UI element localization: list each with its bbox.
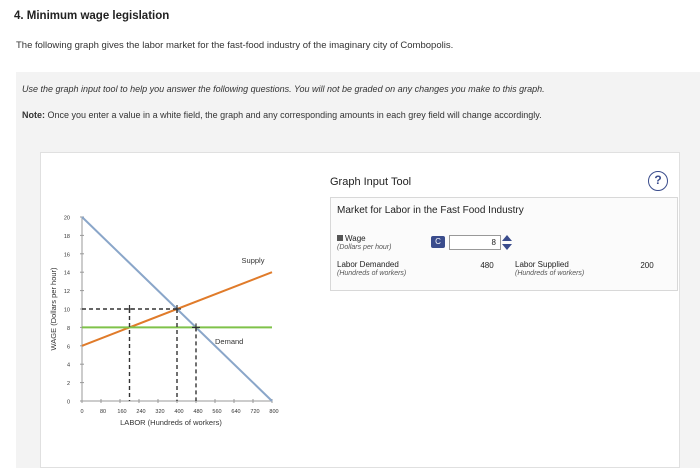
x-axis-label: LABOR (Hundreds of workers) xyxy=(120,418,222,427)
x-tick-label: 0 xyxy=(80,409,84,415)
y-tick-label: 14 xyxy=(63,270,70,277)
drag-handle-icon xyxy=(337,235,343,241)
labor-demanded-unit: (Hundreds of workers) xyxy=(337,270,407,277)
note-label: Note: xyxy=(22,110,45,120)
note-text xyxy=(22,110,542,120)
x-tick-label: 400 xyxy=(174,409,184,415)
labor-demanded-value: 480 xyxy=(480,261,494,270)
question-heading: 4. Minimum wage legislation xyxy=(14,10,170,22)
x-tick-label: 640 xyxy=(231,409,241,415)
y-tick-label: 4 xyxy=(66,362,70,369)
market-title: Market for Labor in the Fast Food Industry xyxy=(337,205,524,216)
y-tick-label: 18 xyxy=(63,233,70,240)
intro-text: The following graph gives the labor market for the fast-food industry of the imaginary city of Combopolis. xyxy=(16,40,454,51)
stepper-up-icon[interactable] xyxy=(502,235,512,241)
labor-market-chart[interactable] xyxy=(40,205,290,445)
labor-supplied-label xyxy=(515,260,584,278)
x-tick-label: 320 xyxy=(155,409,165,415)
wage-label-text: Wage xyxy=(345,234,366,243)
labor-supplied-label-text: Labor Supplied xyxy=(515,260,569,269)
x-tick-label: 480 xyxy=(193,409,203,415)
x-tick-label: 720 xyxy=(250,409,260,415)
reset-button[interactable]: C xyxy=(431,236,445,248)
y-tick-label: 0 xyxy=(66,399,70,406)
demand-curve-label: Demand xyxy=(215,336,244,346)
y-tick-label: 16 xyxy=(63,252,70,259)
supply-curve-label: Supply xyxy=(241,256,265,265)
labor-supplied-unit: (Hundreds of workers) xyxy=(515,270,585,277)
x-tick-label: 160 xyxy=(117,409,127,415)
note-body: Once you enter a value in a white field, the graph and any corresponding amounts in each grey field will change accordingly. xyxy=(45,110,542,120)
help-button[interactable]: ? xyxy=(648,171,668,191)
y-axis-label: WAGE (Dollars per hour) xyxy=(49,267,58,351)
x-tick-label: 240 xyxy=(136,409,146,415)
stepper-down-icon[interactable] xyxy=(502,244,512,250)
y-tick-label: 6 xyxy=(66,344,70,351)
y-tick-label: 8 xyxy=(66,325,70,332)
x-tick-label: 560 xyxy=(212,409,222,415)
x-tick-label: 80 xyxy=(99,409,107,415)
wage-label xyxy=(337,234,391,252)
y-tick-label: 2 xyxy=(66,381,70,388)
wage-unit: (Dollars per hour) xyxy=(337,244,392,251)
y-tick-label: 20 xyxy=(63,215,70,222)
labor-demanded-label-text: Labor Demanded xyxy=(337,260,399,269)
labor-demanded-label xyxy=(337,260,406,278)
y-tick-label: 12 xyxy=(63,289,70,296)
wage-input[interactable]: 8 xyxy=(449,235,501,250)
wage-stepper[interactable] xyxy=(501,234,513,251)
market-input-box xyxy=(330,197,678,291)
x-tick-label: 800 xyxy=(269,409,279,415)
labor-supplied-value: 200 xyxy=(640,261,654,270)
instructions-text: Use the graph input tool to help you answer the following questions. You will not be graded on any changes you make to this graph. xyxy=(22,84,545,94)
y-tick-label: 10 xyxy=(63,307,70,314)
tool-title: Graph Input Tool xyxy=(330,176,412,188)
